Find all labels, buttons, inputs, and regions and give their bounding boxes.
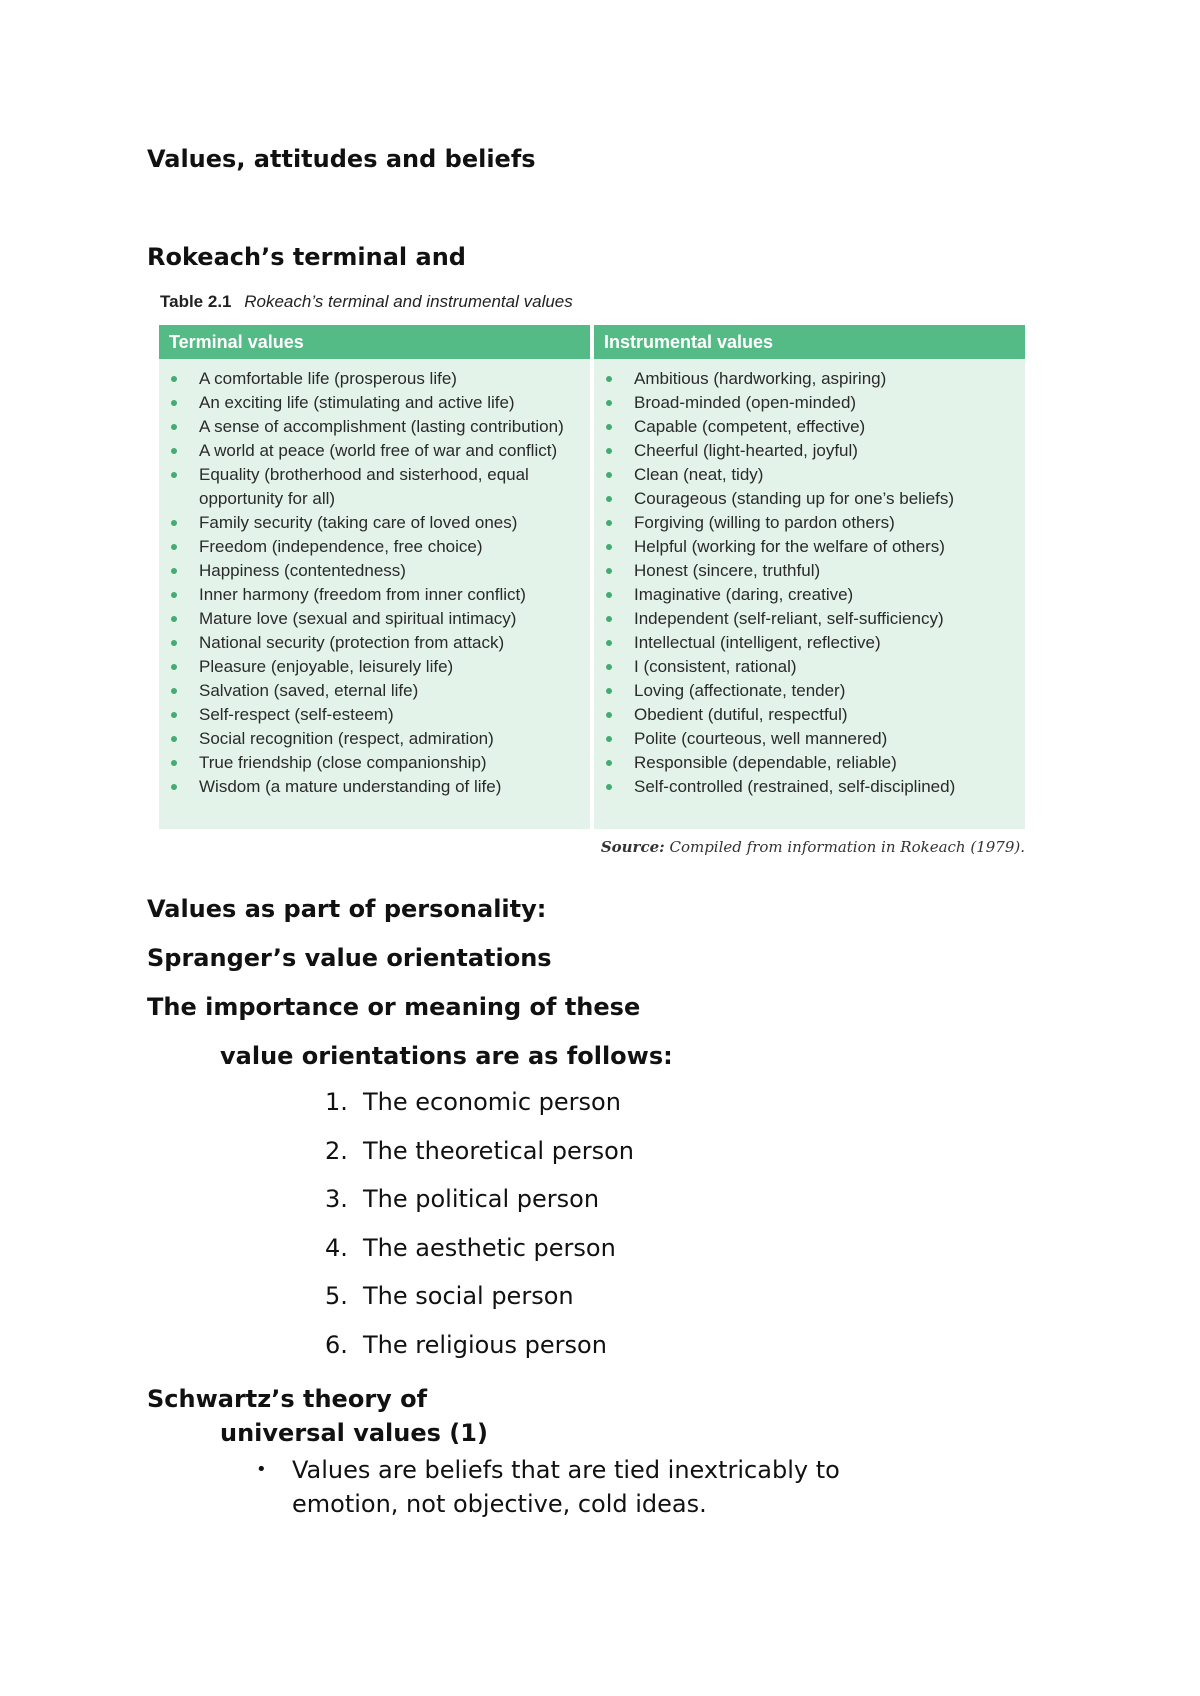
orientation-text: The economic person [363, 1088, 621, 1116]
instrumental-value-item: Forgiving (willing to pardon others) [594, 511, 1025, 535]
table-source [601, 838, 1025, 856]
instrumental-value-item: Self-controlled (restrained, self-disciplined) [594, 775, 1025, 799]
terminal-value-item: National security (protection from attack) [159, 631, 590, 655]
instrumental-value-item: Clean (neat, tidy) [594, 463, 1025, 487]
orientation-text: The social person [363, 1282, 574, 1311]
importance-heading-line-1: The importance or meaning of these [147, 993, 641, 1021]
terminal-value-item: A sense of accomplishment (lasting contribution) [159, 415, 590, 439]
instrumental-value-item: Responsible (dependable, reliable) [594, 751, 1025, 775]
instrumental-value-item: Obedient (dutiful, respectful) [594, 703, 1025, 727]
instrumental-values-column [594, 325, 1025, 829]
terminal-value-item: Equality (brotherhood and sisterhood, equal opportunity for all) [159, 463, 590, 511]
orientation-number: 4. [325, 1233, 348, 1262]
table-source-text: Compiled from information in Rokeach (1979). [669, 838, 1025, 856]
orientation-item [325, 1127, 634, 1176]
instrumental-value-item: Loving (affectionate, tender) [594, 679, 1025, 703]
instrumental-value-item: Courageous (standing up for one’s beliefs) [594, 487, 1025, 511]
terminal-value-item: True friendship (close companionship) [159, 751, 590, 775]
orientation-text: The political person [363, 1185, 600, 1214]
orientation-text: The religious person [363, 1330, 607, 1359]
instrumental-values-list [594, 359, 1025, 799]
rokeach-heading: Rokeach’s terminal and [147, 243, 466, 271]
terminal-values-header: Terminal values [159, 325, 590, 359]
terminal-value-item: An exciting life (stimulating and active life) [159, 391, 590, 415]
terminal-value-item: A comfortable life (prosperous life) [159, 367, 590, 391]
instrumental-value-item: Imaginative (daring, creative) [594, 583, 1025, 607]
terminal-value-item: Self-respect (self-esteem) [159, 703, 590, 727]
value-orientations-list [325, 1078, 634, 1370]
instrumental-value-item: I (consistent, rational) [594, 655, 1025, 679]
values-personality-heading: Values as part of personality: [147, 895, 547, 923]
orientation-number: 2. [325, 1136, 348, 1165]
rokeach-values-table [159, 325, 1025, 829]
orientation-number: 5. [325, 1282, 348, 1311]
schwartz-bullet-item [256, 1453, 852, 1521]
orientation-text: The aesthetic person [363, 1233, 616, 1262]
terminal-value-item: Mature love (sexual and spiritual intimacy) [159, 607, 590, 631]
orientation-number: 1. [325, 1088, 348, 1116]
instrumental-value-item: Cheerful (light-hearted, joyful) [594, 439, 1025, 463]
table-caption [160, 292, 573, 312]
instrumental-value-item: Helpful (working for the welfare of others) [594, 535, 1025, 559]
orientation-item [325, 1175, 634, 1224]
table-source-label: Source: [600, 838, 665, 856]
terminal-value-item: Family security (taking care of loved ones) [159, 511, 590, 535]
orientation-item [325, 1321, 634, 1370]
instrumental-value-item: Broad-minded (open-minded) [594, 391, 1025, 415]
terminal-values-column [159, 325, 590, 829]
terminal-value-item: Pleasure (enjoyable, leisurely life) [159, 655, 590, 679]
terminal-value-item: A world at peace (world free of war and conflict) [159, 439, 590, 463]
schwartz-heading-line-1: Schwartz’s theory of [147, 1385, 428, 1413]
importance-heading-line-2: value orientations are as follows: [220, 1042, 673, 1070]
instrumental-value-item: Independent (self-reliant, self-sufficiency) [594, 607, 1025, 631]
orientation-item [325, 1224, 634, 1273]
orientation-item [325, 1272, 634, 1321]
terminal-values-list [159, 359, 590, 799]
document-title: Values, attitudes and beliefs [147, 145, 536, 173]
bullet-icon: • [256, 1459, 267, 1480]
instrumental-value-item: Honest (sincere, truthful) [594, 559, 1025, 583]
instrumental-value-item: Capable (competent, effective) [594, 415, 1025, 439]
table-caption-title: Rokeach’s terminal and instrumental values [244, 292, 573, 311]
schwartz-heading-line-2: universal values (1) [220, 1419, 488, 1447]
table-caption-number: Table 2.1 [160, 292, 232, 311]
terminal-value-item: Salvation (saved, eternal life) [159, 679, 590, 703]
terminal-value-item: Inner harmony (freedom from inner conflict) [159, 583, 590, 607]
schwartz-bullet-text: Values are beliefs that are tied inextricably to emotion, not objective, cold ideas. [292, 1456, 840, 1518]
terminal-value-item: Happiness (contentedness) [159, 559, 590, 583]
orientation-item [325, 1078, 634, 1127]
orientation-number: 6. [325, 1330, 348, 1359]
orientation-text: The theoretical person [363, 1136, 634, 1165]
spranger-heading: Spranger’s value orientations [147, 944, 552, 972]
terminal-value-item: Wisdom (a mature understanding of life) [159, 775, 590, 799]
terminal-value-item: Freedom (independence, free choice) [159, 535, 590, 559]
orientation-number: 3. [325, 1185, 348, 1214]
instrumental-value-item: Ambitious (hardworking, aspiring) [594, 367, 1025, 391]
instrumental-value-item: Intellectual (intelligent, reflective) [594, 631, 1025, 655]
instrumental-values-header: Instrumental values [594, 325, 1025, 359]
terminal-value-item: Social recognition (respect, admiration) [159, 727, 590, 751]
instrumental-value-item: Polite (courteous, well mannered) [594, 727, 1025, 751]
